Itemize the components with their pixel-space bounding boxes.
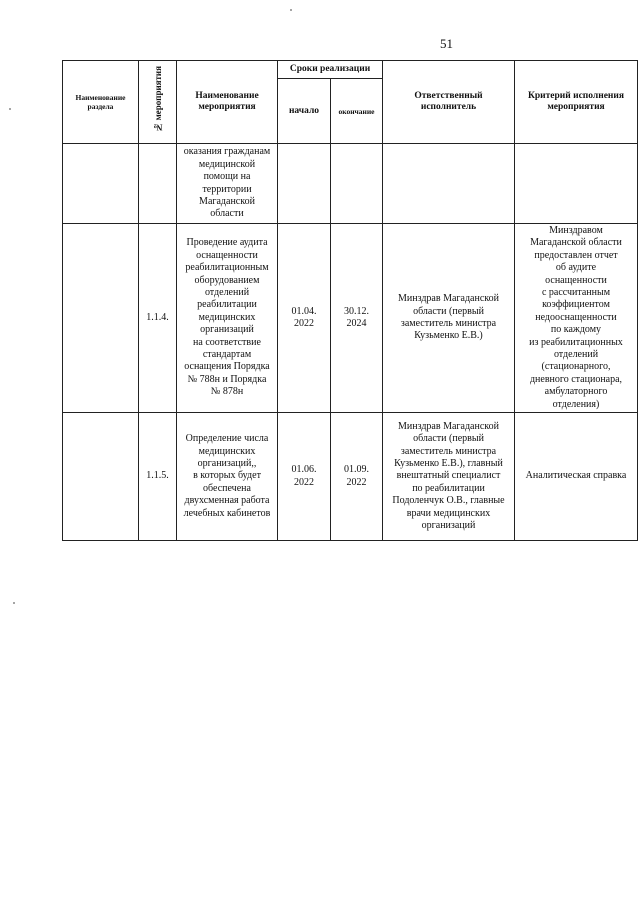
- cell-event-name: Определение числа медицинских организаций,, в которых будет обеспечена двухсменная работа лечебных кабинетов: [177, 413, 278, 541]
- header-responsible: Ответственный исполнитель: [383, 61, 515, 144]
- header-end: окончание: [331, 79, 383, 144]
- cell-responsible: Минздрав Магаданской области (первый заместитель министра Кузьменко Е.В.): [383, 224, 515, 413]
- table-row: [63, 144, 638, 224]
- cell-responsible: Минздрав Магаданской области (первый заместитель министра Кузьменко Е.В.), главный внештатный специалист по реабилитации Подоленчук О.В., главные врачи медицинских организаций: [383, 413, 515, 541]
- cell-end: 30.12. 2024: [331, 224, 383, 413]
- cell-no: [139, 144, 177, 224]
- cell-responsible: [383, 144, 515, 224]
- cell-criterion: Аналитическая справка: [515, 413, 638, 541]
- table-row: [63, 224, 638, 413]
- cell-section: [63, 224, 139, 413]
- header-terms: Сроки реализации: [278, 61, 383, 79]
- scan-speck: [9, 108, 11, 110]
- scan-speck: [13, 602, 15, 604]
- header-criterion: Критерий исполнения мероприятия: [515, 61, 638, 144]
- cell-criterion: Минздравом Магаданской области предоставлен отчет об аудите оснащенности с рассчитанным коэффициентом недооснащенности по каждому из реабилитационных отделений (стационарного, дневного стационара, амбулаторного отделения): [515, 224, 638, 413]
- scan-speck: [290, 9, 292, 11]
- header-event-name: Наименование мероприятия: [177, 61, 278, 144]
- header-section-name: Наименование раздела: [63, 61, 139, 144]
- header-start: начало: [278, 79, 331, 144]
- cell-section: [63, 413, 139, 541]
- table-row: [63, 413, 638, 541]
- cell-event-name: Проведение аудита оснащенности реабилитационным оборудованием отделений реабилитации медицинских организаций на соответствие стандартам оснащения Порядка № 788н и Порядка № 878н: [177, 224, 278, 413]
- cell-end: 01.09. 2022: [331, 413, 383, 541]
- cell-start: [278, 144, 331, 224]
- cell-no: 1.1.4.: [139, 224, 177, 413]
- cell-start: 01.04. 2022: [278, 224, 331, 413]
- cell-end: [331, 144, 383, 224]
- page-number: 51: [440, 36, 453, 51]
- cell-criterion: [515, 144, 638, 224]
- cell-start: 01.06. 2022: [278, 413, 331, 541]
- cell-event-name: оказания гражданам медицинской помощи на территории Магаданской области: [177, 144, 278, 224]
- header-event-no: [139, 61, 177, 144]
- cell-no: 1.1.5.: [139, 413, 177, 541]
- cell-section: [63, 144, 139, 224]
- events-table: [62, 60, 638, 541]
- header-event-no-text: № мероприятия: [152, 66, 163, 134]
